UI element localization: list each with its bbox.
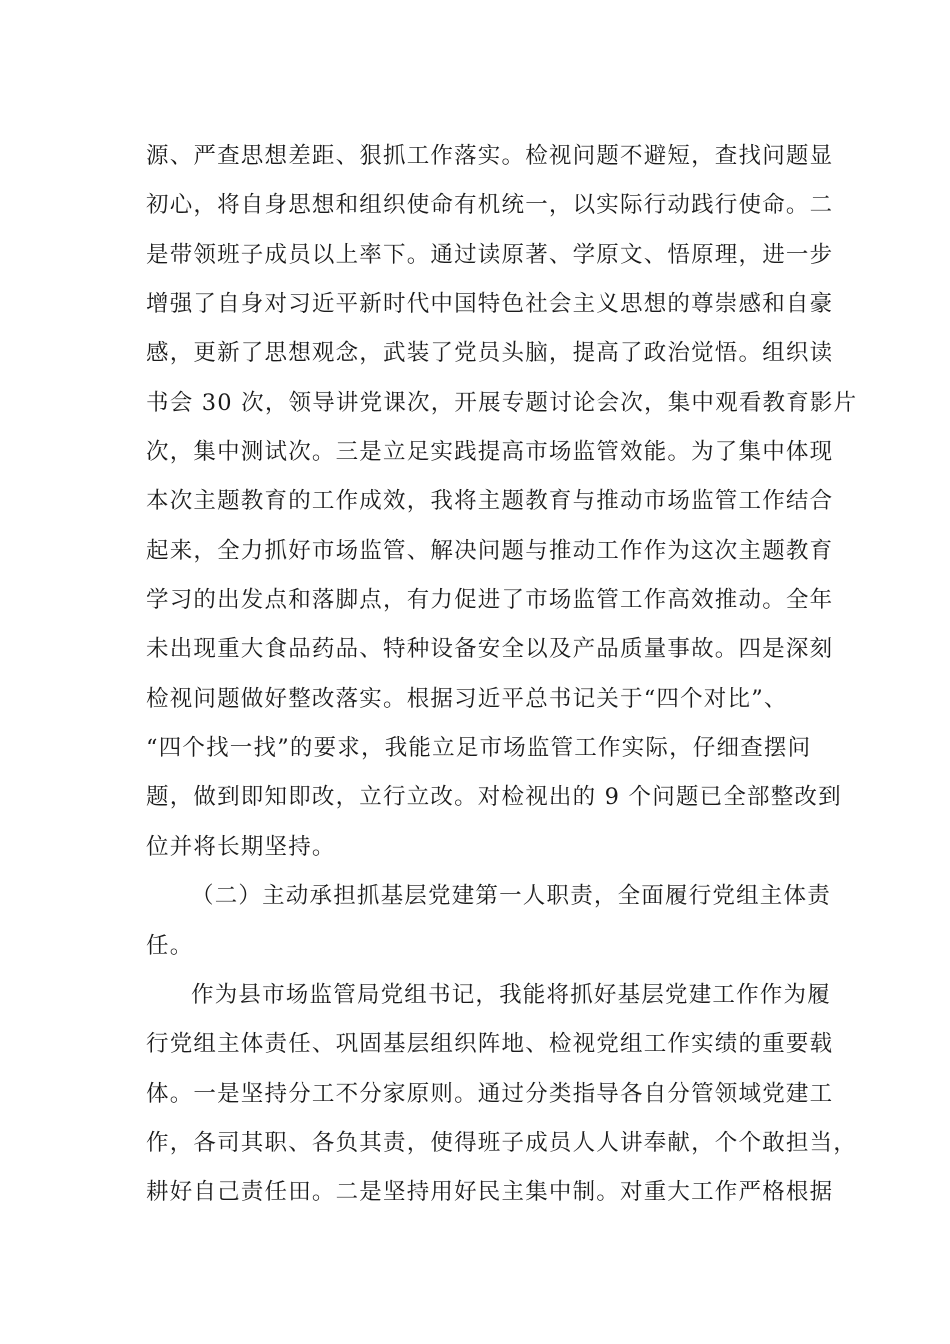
text-line: 体。一是坚持分工不分家原则。通过分类指导各自分管领域党建工 xyxy=(146,1080,834,1107)
text-line: 感，更新了思想观念，武装了党员头脑，提高了政治觉悟。组织读 xyxy=(146,340,834,367)
text-line: 检视问题做好整改落实。根据习近平总书记关于“四个对比”、 xyxy=(146,685,788,712)
text-line: 初心，将自身思想和组织使命有机统一，以实际行动践行使命。二 xyxy=(146,192,834,219)
text-line: 未出现重大食品药品、特种设备安全以及产品质量事故。四是深刻 xyxy=(146,636,834,663)
text-line: 位并将长期坚持。 xyxy=(146,833,336,860)
text-line: 起来，全力抓好市场监管、解决问题与推动工作作为这次主题教育 xyxy=(146,537,834,564)
text-line: 源、严查思想差距、狠抓工作落实。检视问题不避短，查找问题显 xyxy=(146,143,834,169)
text-line: 书会 30 次，领导讲党课次，开展专题讨论会次，集中观看教育影片 xyxy=(146,389,858,416)
section-heading-continuation: 任。 xyxy=(146,932,194,959)
text-line: 学习的出发点和落脚点，有力促进了市场监管工作高效推动。全年 xyxy=(146,587,834,614)
text-line: 耕好自己责任田。二是坚持用好民主集中制。对重大工作严格根据 xyxy=(146,1179,834,1206)
paragraph-start: 作为县市场监管局党组书记，我能将抓好基层党建工作作为履 xyxy=(191,981,831,1008)
text-line: 本次主题教育的工作成效，我将主题教育与推动市场监管工作结合 xyxy=(146,488,834,515)
text-line: 作，各司其职、各负其责，使得班子成员人人讲奉献，个个敢担当， xyxy=(146,1129,858,1156)
text-line: 是带领班子成员以上率下。通过读原著、学原文、悟原理，进一步 xyxy=(146,241,834,268)
section-heading: （二）主动承担抓基层党建第一人职责，全面履行党组主体责 xyxy=(191,883,831,910)
text-line: 次，集中测试次。三是立足实践提高市场监管效能。为了集中体现 xyxy=(146,439,834,466)
document-body xyxy=(146,132,858,1218)
text-line: 行党组主体责任、巩固基层组织阵地、检视党组工作实绩的重要载 xyxy=(146,1031,834,1058)
text-line: “四个找一找”的要求，我能立足市场监管工作实际，仔细查摆问 xyxy=(146,735,812,762)
text-line: 题，做到即知即改，立行立改。对检视出的 9 个问题已全部整改到 xyxy=(146,784,842,811)
text-line: 增强了自身对习近平新时代中国特色社会主义思想的尊崇感和自豪 xyxy=(146,291,834,318)
